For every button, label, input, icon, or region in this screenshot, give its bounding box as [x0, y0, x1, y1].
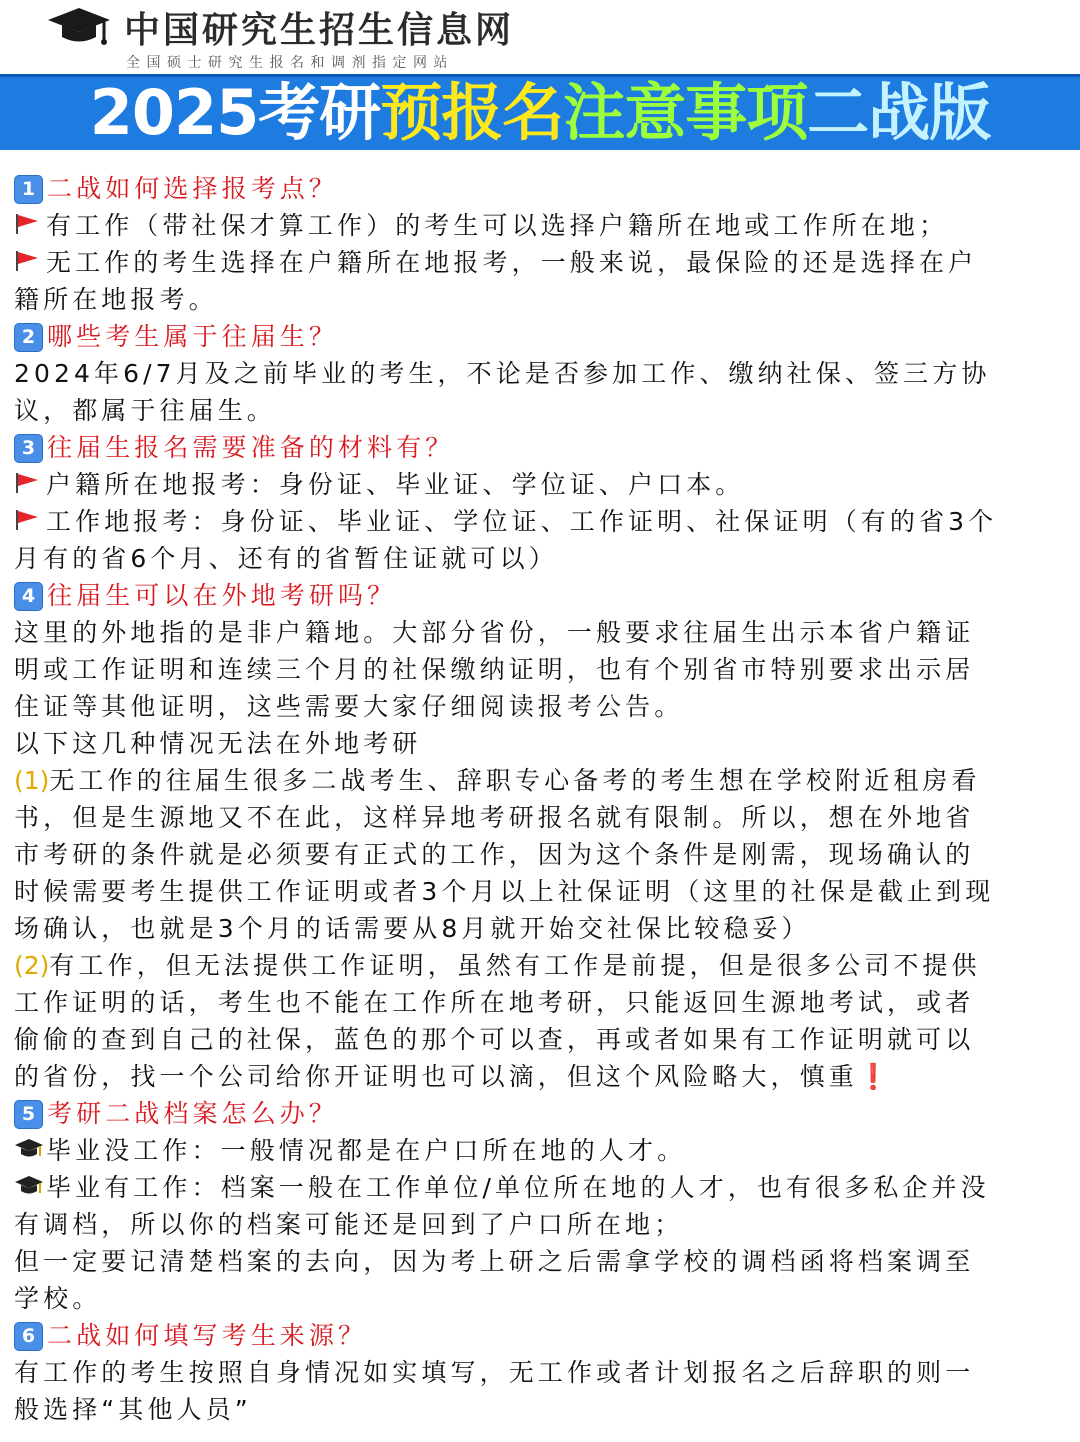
section-4-item-2 [14, 947, 1070, 984]
red-flag-icon [14, 509, 40, 531]
text-line: 毕业有工作：档案一般在工作单位/单位所在地的人才，也有很多私企并没 [46, 1173, 990, 1202]
section-4-heading [14, 577, 1070, 614]
section-6-line: 有工作的考生按照自身情况如实填写，无工作或者计划报名之后辞职的则一 [14, 1358, 975, 1387]
banner-part-2: 预报名 [380, 76, 564, 149]
section-5-line [14, 1169, 1070, 1206]
red-flag-icon [14, 213, 40, 235]
exclamation-icon: ❗ [857, 1062, 894, 1091]
section-4-line: 场确认，也就是3个月的话需要从8月就开始交社保比较稳妥） [14, 914, 811, 943]
section-4-item-1 [14, 762, 1070, 799]
section-1-heading [14, 170, 1070, 207]
section-2-line: 议，都属于往届生。 [14, 396, 276, 425]
banner-part-1: 2025考研 [89, 76, 381, 149]
banner-part-3: 注意事项 [563, 76, 808, 149]
section-3-line [14, 466, 1070, 503]
section-5-line: 有调档，所以你的档案可能还是回到了户口所在地； [14, 1210, 684, 1239]
number-badge-icon: 5 [14, 1100, 43, 1129]
text-line: 无工作的往届生很多二战考生、辞职专心备考的考生想在学校附近租房看 [49, 766, 981, 795]
section-6-title: 二战如何填写考生来源？ [47, 1321, 368, 1350]
title-banner [0, 74, 1080, 150]
number-badge-icon: 4 [14, 582, 43, 611]
section-1-line [14, 207, 1070, 244]
banner-part-4: 二战版 [807, 76, 991, 149]
section-1-line [14, 244, 1070, 281]
graduation-cap-logo-icon [46, 6, 112, 48]
section-5-line: 但一定要记清楚档案的去向，因为考上研之后需拿学校的调档函将档案调至 [14, 1247, 975, 1276]
section-4-line: 明或工作证明和连续三个月的社保缴纳证明，也有个别省市特别要求出示居 [14, 655, 975, 684]
site-subtitle: 全国硕士研究生报名和调剂指定网站 [126, 55, 454, 71]
section-2-heading [14, 318, 1070, 355]
text-line: 的省份，找一个公司给你开证明也可以滴，但这个风险略大，慎重 [14, 1062, 858, 1091]
text-line: 有工作，但无法提供工作证明，虽然有工作是前提，但是很多公司不提供 [49, 951, 981, 980]
graduation-cap-icon [14, 1174, 44, 1198]
text-line: 毕业没工作：一般情况都是在户口所在地的人才。 [46, 1136, 687, 1165]
section-4-line: 时候需要考生提供工作证明或者3个月以上社保证明（这里的社保是截止到现 [14, 877, 995, 906]
section-4-line: 以下这几种情况无法在外地考研 [14, 729, 422, 758]
section-2-line: 2024年6/7月及之前毕业的考生，不论是否参加工作、缴纳社保、签三方协 [14, 359, 991, 388]
section-4-title: 往届生可以在外地考研吗？ [47, 581, 397, 610]
graduation-cap-icon [14, 1137, 44, 1161]
section-4-line: 书，但是生源地又不在此，这样异地考研报名就有限制。所以，想在外地省 [14, 803, 975, 832]
section-4-line: 市考研的条件就是必须要有正式的工作，因为这个条件是刚需，现场确认的 [14, 840, 975, 869]
number-badge-icon: 2 [14, 323, 43, 352]
section-4-line: 这里的外地指的是非户籍地。大部分省份，一般要求往届生出示本省户籍证 [14, 618, 975, 647]
number-badge-icon: 3 [14, 434, 43, 463]
article-body [14, 170, 1070, 1428]
site-header [0, 0, 1080, 74]
section-4-line: 偷偷的查到自己的社保，蓝色的那个可以查，再或者如果有工作证明就可以 [14, 1025, 975, 1054]
number-badge-icon: 1 [14, 175, 43, 204]
number-badge-icon: 6 [14, 1322, 43, 1351]
red-flag-icon [14, 250, 40, 272]
section-4-line [14, 1058, 1070, 1095]
section-1-title: 二战如何选择报考点？ [47, 174, 339, 203]
section-6-heading [14, 1317, 1070, 1354]
item-marker: (2) [14, 951, 50, 980]
section-3-heading [14, 429, 1070, 466]
section-6-line: 般选择“其他人员” [14, 1395, 252, 1424]
red-flag-icon [14, 472, 40, 494]
section-1-line: 籍所在地报考。 [14, 285, 218, 314]
text-line: 无工作的考生选择在户籍所在地报考，一般来说，最保险的还是选择在户 [46, 248, 978, 277]
section-4-line: 住证等其他证明，这些需要大家仔细阅读报考公告。 [14, 692, 684, 721]
text-line: 户籍所在地报考：身份证、毕业证、学位证、户口本。 [46, 470, 745, 499]
section-5-line: 学校。 [14, 1284, 102, 1313]
section-2-title: 哪些考生属于往届生？ [47, 322, 339, 351]
section-5-title: 考研二战档案怎么办？ [47, 1099, 339, 1128]
section-5-heading [14, 1095, 1070, 1132]
section-3-line [14, 503, 1070, 540]
section-3-title: 往届生报名需要准备的材料有？ [47, 433, 455, 462]
section-3-line: 月有的省6个月、还有的省暂住证就可以） [14, 544, 558, 573]
section-4-line: 工作证明的话，考生也不能在工作所在地考研，只能返回生源地考试，或者 [14, 988, 975, 1017]
site-name: 中国研究生招生信息网 [124, 9, 515, 51]
text-line: 有工作（带社保才算工作）的考生可以选择户籍所在地或工作所在地； [46, 211, 949, 240]
text-line: 工作地报考：身份证、毕业证、学位证、工作证明、社保证明（有的省3个 [46, 507, 998, 536]
item-marker: (1) [14, 766, 50, 795]
section-5-line [14, 1132, 1070, 1169]
